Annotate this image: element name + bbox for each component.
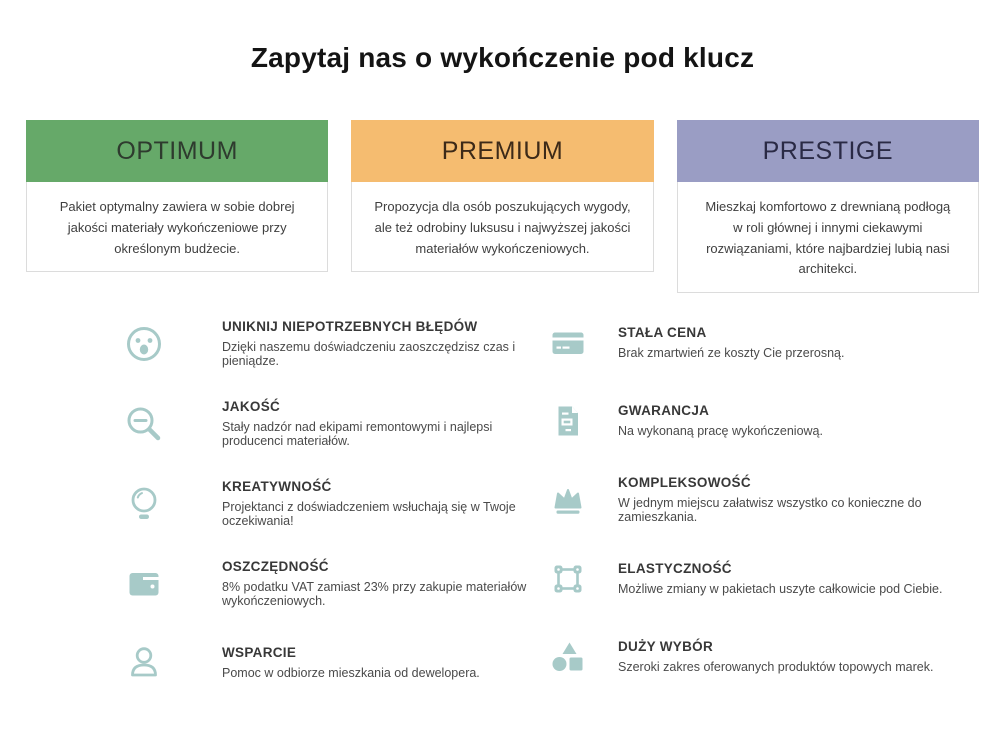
zoom-out-icon (122, 402, 166, 446)
document-icon (546, 399, 590, 443)
package-name: PRESTIGE (677, 120, 979, 182)
feature-list (122, 319, 975, 686)
lightbulb-icon (122, 482, 166, 526)
feature-item-fixed-price (546, 319, 975, 366)
feature-title: JAKOŚĆ (222, 399, 281, 415)
credit-card-icon (546, 321, 590, 365)
feature-title: ELASTYCZNOŚĆ (618, 561, 732, 577)
feature-item-creativity (122, 479, 546, 528)
package-name: PREMIUM (351, 120, 653, 182)
feature-description: Możliwe zmiany w pakietach uszyte całkowicie pod Ciebie. (618, 582, 943, 597)
feature-description: Na wykonaną pracę wykończeniową. (618, 424, 823, 439)
package-cards (0, 120, 1005, 293)
feature-item-wide-choice (546, 633, 975, 680)
feature-title: GWARANCJA (618, 403, 710, 419)
feature-item-savings (122, 559, 546, 608)
feature-item-warranty (546, 397, 975, 444)
package-description: Propozycja dla osób poszukujących wygody, ale też odrobiny luksusu i najwyższej jakości materiałów wykończeniowych. (351, 182, 653, 272)
feature-title: STAŁA CENA (618, 325, 707, 341)
landing-section (0, 42, 1005, 748)
feature-description: Dzięki naszemu doświadczeniu zaoszczędzisz czas i pieniądze. (222, 340, 516, 369)
feature-title: DUŻY WYBÓR (618, 639, 714, 655)
wallet-icon (122, 562, 166, 606)
shapes-icon (546, 635, 590, 679)
feature-item-errors (122, 319, 546, 368)
package-card-prestige (677, 120, 979, 293)
feature-column-right (546, 319, 975, 686)
feature-description: Szeroki zakres oferowanych produktów topowych marek. (618, 660, 934, 675)
transform-frame-icon (546, 557, 590, 601)
package-card-premium (351, 120, 653, 293)
package-card-optimum (26, 120, 328, 293)
page-title: Zapytaj nas o wykończenie pod klucz (250, 42, 755, 73)
feature-description: 8% podatku VAT zamiast 23% przy zakupie materiałów wykończeniowych. (222, 580, 527, 609)
feature-description: Brak zmartwień ze koszty Cie przerosną. (618, 346, 845, 361)
feature-title: WSPARCIE (222, 645, 297, 661)
package-name: OPTIMUM (26, 120, 328, 182)
package-description: Pakiet optymalny zawiera w sobie dobrej jakości materiały wykończeniowe przy określonym budżecie. (26, 182, 328, 272)
feature-item-quality (122, 399, 546, 448)
feature-item-support (122, 639, 546, 686)
feature-item-flexibility (546, 555, 975, 602)
feature-item-comprehensiveness (546, 475, 975, 524)
package-description: Mieszkaj komfortowo z drewnianą podłogą w roli głównej i innymi ciekawymi rozwiązaniami, które najbardziej lubią nasi architekci. (677, 182, 979, 293)
feature-description: Projektanci z doświadczeniem wsłuchają się w Twoje oczekiwania! (222, 500, 516, 529)
person-icon (122, 641, 166, 685)
crown-icon (546, 478, 590, 522)
feature-title: UNIKNIJ NIEPOTRZEBNYCH BŁĘDÓW (222, 319, 478, 335)
feature-description: Stały nadzór nad ekipami remontowymi i najlepsi producenci materiałów. (222, 420, 493, 449)
feature-description: W jednym miejscu załatwisz wszystko co konieczne do zamieszkania. (618, 496, 922, 525)
feature-column-left (122, 319, 546, 686)
feature-title: KREATYWNOŚĆ (222, 479, 332, 495)
feature-title: KOMPLEKSOWOŚĆ (618, 475, 751, 491)
feature-title: OSZCZĘDNOŚĆ (222, 559, 329, 575)
surprised-face-icon (122, 322, 166, 366)
feature-description: Pomoc w odbiorze mieszkania od dewelopera. (222, 666, 480, 681)
